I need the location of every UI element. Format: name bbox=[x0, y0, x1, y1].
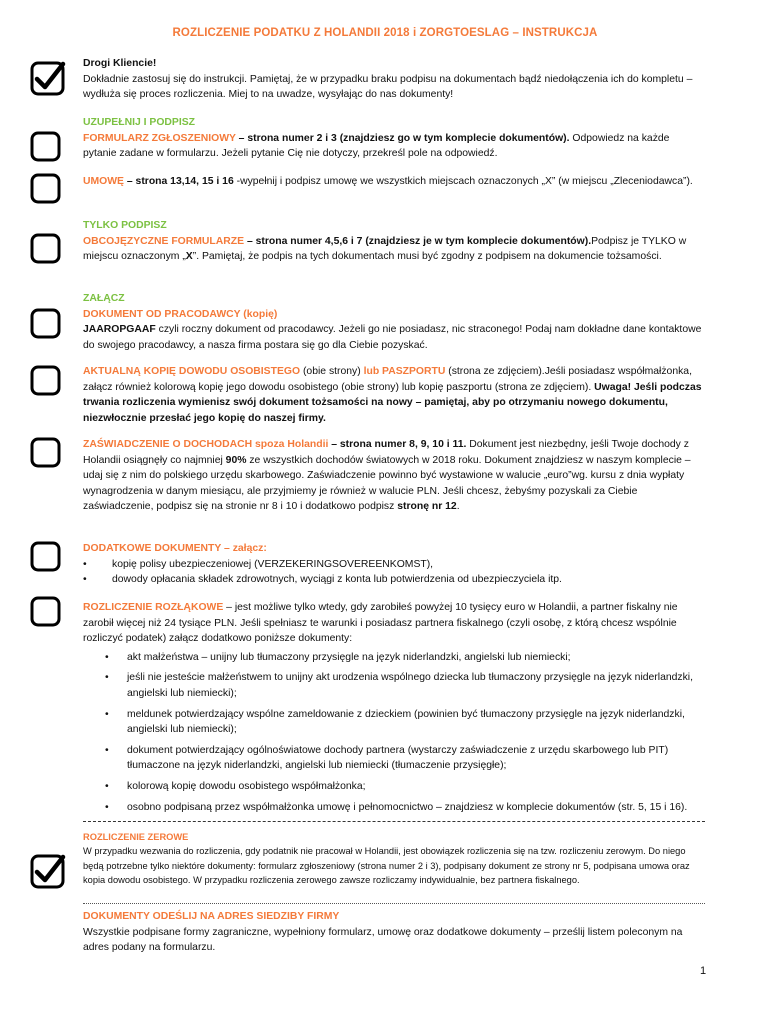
dowod-item: AKTUALNĄ KOPIĘ DOWODU OSOBISTEGO (obie strony) lub PASZPORTU (strona ze zdjęciem).Jeśli posiadasz współmałżonka, załącz również kolorową kopię jego dowodu osobistego (obie strony) lub kopię paszportu (strona ze zdjęciem). Uwaga! Jeśli podczas trwania rozliczenia wymienisz swój dokument tożsamości na nowy – pamiętaj, aby po otrzymaniu nowego dokumentu, niezwłocznie przesłać jego kopię do naszej firmy. bbox=[83, 366, 702, 424]
list-item: • dokument potwierdzający ogólnoświatowe dochody partnera (wystarczy zaświadczenie z urzędu skarbowego lub PIT) tłumaczone na język niderlandzki, angielski lub niemiecki (tłumaczenie przysięgłe); bbox=[83, 743, 705, 774]
intro-text: Dokładnie zastosuj się do instrukcji. Pamiętaj, że w przypadku braku podpisu na dokumentach bądź niedołączenia ich do kompletu – wydłuża się proces rozliczenia. Miej to na uwadze, wysyłając do nas dokumenty! bbox=[83, 73, 693, 101]
checked-checkbox-zerowe-icon[interactable] bbox=[30, 853, 66, 889]
checkbox-dodatkowe[interactable] bbox=[30, 541, 61, 572]
checkbox-formularz[interactable] bbox=[30, 131, 61, 162]
page-number: 1 bbox=[700, 965, 707, 977]
umowa-item: UMOWĘ – strona 13,14, 15 i 16 -wypełnij i podpisz umowę we wszystkich miejscach oznaczonych „X” (w miejscu „Zleceniodawca”). bbox=[83, 176, 693, 187]
list-item: • meldunek potwierdzający wspólne zameldowanie z dzieckiem (powinien być tłumaczony przysięgle na język niderlandzki, angielski lub niemiecki); bbox=[83, 707, 705, 738]
checked-checkbox-icon[interactable] bbox=[30, 60, 66, 96]
pracodawca-label: DOKUMENT OD PRACODAWCY (kopię) bbox=[83, 308, 278, 320]
checkbox-dowod[interactable] bbox=[30, 365, 61, 396]
zerowe-text: W przypadku wezwania do rozliczenia, gdy podatnik nie pracował w Holandii, jest obowiązek rozliczenia się na tzw. rozliczeniu zerowym. Do niego będą potrzebne tylko niektóre dokumenty: formularz zgłoszeniowy (strona numer 2 i 3), podpisany dokument ze strony nr 5, podpisana umowa oraz kopia dowodu osobistego. W przypadku rozliczenia zerowego zawsze rozliczamy indywidualnie, bez partnera fiskalnego. bbox=[83, 846, 690, 886]
list-item: • kopię polisy ubezpieczeniowej (VERZEKERINGSOVEREENKOMST), bbox=[83, 557, 705, 573]
checkbox-rozlakowe[interactable] bbox=[30, 596, 61, 627]
odeslij-section bbox=[83, 909, 705, 956]
page-title: ROZLICZENIE PODATKU Z HOLANDII 2018 i ZORGTOESLAG – INSTRUKCJA bbox=[172, 27, 598, 39]
checkbox-umowa[interactable] bbox=[30, 173, 61, 204]
list-item: • kolorową kopię dowodu osobistego współmałżonka; bbox=[83, 779, 705, 795]
uzupelnij-heading: UZUPEŁNIJ I PODPISZ bbox=[83, 117, 196, 128]
zalacz-section bbox=[83, 291, 705, 353]
rozlakowe-label: ROZLICZENIE ROZŁĄKOWE bbox=[83, 602, 224, 613]
pracodawca-text: JAAROPGAAF czyli roczny dokument od pracodawcy. Jeżeli go nie posiadasz, nic straconego! Podaj nam dokładne dane kontaktowe do swojego pracodawcy, a nasza firma postara się go dla Ciebie pozyskać. bbox=[83, 324, 702, 351]
zerowe-section bbox=[83, 830, 705, 888]
odeslij-label: DOKUMENTY ODEŚLIJ NA ADRES SIEDZIBY FIRMY bbox=[83, 911, 340, 922]
obcojezyczne-item: OBCOJĘZYCZNE FORMULARZE – strona numer 4,5,6 i 7 (znajdziesz je w tym komplecie dokumentów).Podpisz je TYLKO w miejscu oznaczonym „X”. Pamiętaj, że podpis na tych dokumentach musi być zgodny z podpisem na dokumencie tożsamości. bbox=[83, 235, 687, 263]
checkbox-obcojezyczne[interactable] bbox=[30, 233, 61, 264]
zaswiadczenie-item: ZAŚWIADCZENIE O DOCHODACH spoza Holandii – strona numer 8, 9, 10 i 11. Dokument jest niezbędny, jeśli Twoje dochody z Holandii osiągnęły co najmniej 90% ze wszystkich dochodów światowych w 2018 roku. Dokument znajdziesz w naszym komplecie – udaj się z nim do polskiego urzędu skarbowego. Zaświadczenie powinno być wystawione w walucie „euro”wg. kursu z dnia wypłaty wynagrodzenia w danym miesiącu, ale przyjmiemy je również w walucie PLN. Jeśli chcesz, żebyśmy pozyskali za Ciebie zaświadczenie, podpisz się na stronie nr 8 i 10 i dodatkowo podpisz stronę nr 12. bbox=[83, 439, 691, 513]
list-item: • dowody opłacania składek zdrowotnych, wyciągi z konta lub potwierdzenia od ubezpieczyciela itp. bbox=[83, 572, 705, 588]
formularz-item: FORMULARZ ZGŁOSZENIOWY – strona numer 2 i 3 (znajdziesz go w tym komplecie dokumentów). Odpowiedz na każde pytanie zadane w formularzu. Jeżeli pytanie Cię nie dotyczy, przekreśl pole na odpowiedź. bbox=[83, 132, 670, 160]
checkbox-zaswiadczenie[interactable] bbox=[30, 437, 61, 468]
zalacz-heading: ZAŁĄCZ bbox=[83, 293, 125, 304]
divider bbox=[83, 821, 705, 822]
greeting: Drogi Kliencie! bbox=[83, 58, 157, 69]
tylko-heading: TYLKO PODPISZ bbox=[83, 220, 167, 231]
list-item: • akt małżeństwa – unijny lub tłumaczony przysięgle na język niderlandzki, angielski lub niemiecki; bbox=[83, 650, 705, 666]
list-item: • jeśli nie jesteście małżeństwem to unijny akt urodzenia wspólnego dziecka lub tłumaczony przysięgle na język niderlandzki, angielski lub niemiecki); bbox=[83, 670, 705, 701]
tylko-section bbox=[83, 218, 705, 265]
dodatkowe-section bbox=[83, 541, 705, 588]
zerowe-label: ROZLICZENIE ZEROWE bbox=[83, 832, 189, 842]
list-item: • osobno podpisaną przez współmałżonka umowę i pełnomocnictwo – znajdziesz w komplecie dokumentów (str. 5, 15 i 16). bbox=[83, 800, 705, 816]
rozlakowe-section: ROZLICZENIE ROZŁĄKOWE – jest możliwe tylko wtedy, gdy zarobiłeś powyżej 10 tysięcy euro w Holandii, a partner fiskalny nie zarobił więcej niż 24 tysiące PLN. Jeśli spełniasz te warunki i posiadasz partnera fiskalnego (czyli osobę, z którą chcesz wspólnie rozliczyć podatek) załącz dodatkowo poniższe dokumenty: • akt małżeństwa – unijny lub tłumaczony przysięgle na język niderlandzki, angielski lub niemiecki; • jeśli nie jesteście małżeństwem to unijny akt urodzenia wspólnego dziecka lub tłumaczony przysięgle na język niderlandzki, angielski lub niemiecki); • meldunek potwierdzający wspólne zameldowanie z dzieckiem (powinien być tłumaczony przysięgle na język niderlandzki, angielski lub niemiecki); • dokument potwierdzający ogólnoświatowe dochody partnera (wystarczy zaświadczenie z urzędu skarbowego lub PIT) tłumaczone na język niderlandzki, angielski lub niemiecki (tłumaczenie przysięgłe); • kolorową kopię dowodu osobistego współmałżonka; • osobno podpisaną przez współmałżonka umowę i pełnomocnictwo – znajdziesz w komplecie dokumentów (str. 5, 15 i 16). bbox=[83, 600, 705, 815]
odeslij-text: Wszystkie podpisane formy zagraniczne, wypełniony formularz, umowę oraz dodatkowe dokumenty – prześlij listem poleconym na adres podany na formularzu. bbox=[83, 926, 683, 954]
divider bbox=[83, 903, 705, 904]
uzupelnij-section bbox=[83, 115, 705, 162]
checkbox-pracodawca[interactable] bbox=[30, 308, 61, 339]
dodatkowe-label: DODATKOWE DOKUMENTY – załącz: bbox=[83, 543, 267, 554]
intro-section bbox=[83, 56, 705, 103]
